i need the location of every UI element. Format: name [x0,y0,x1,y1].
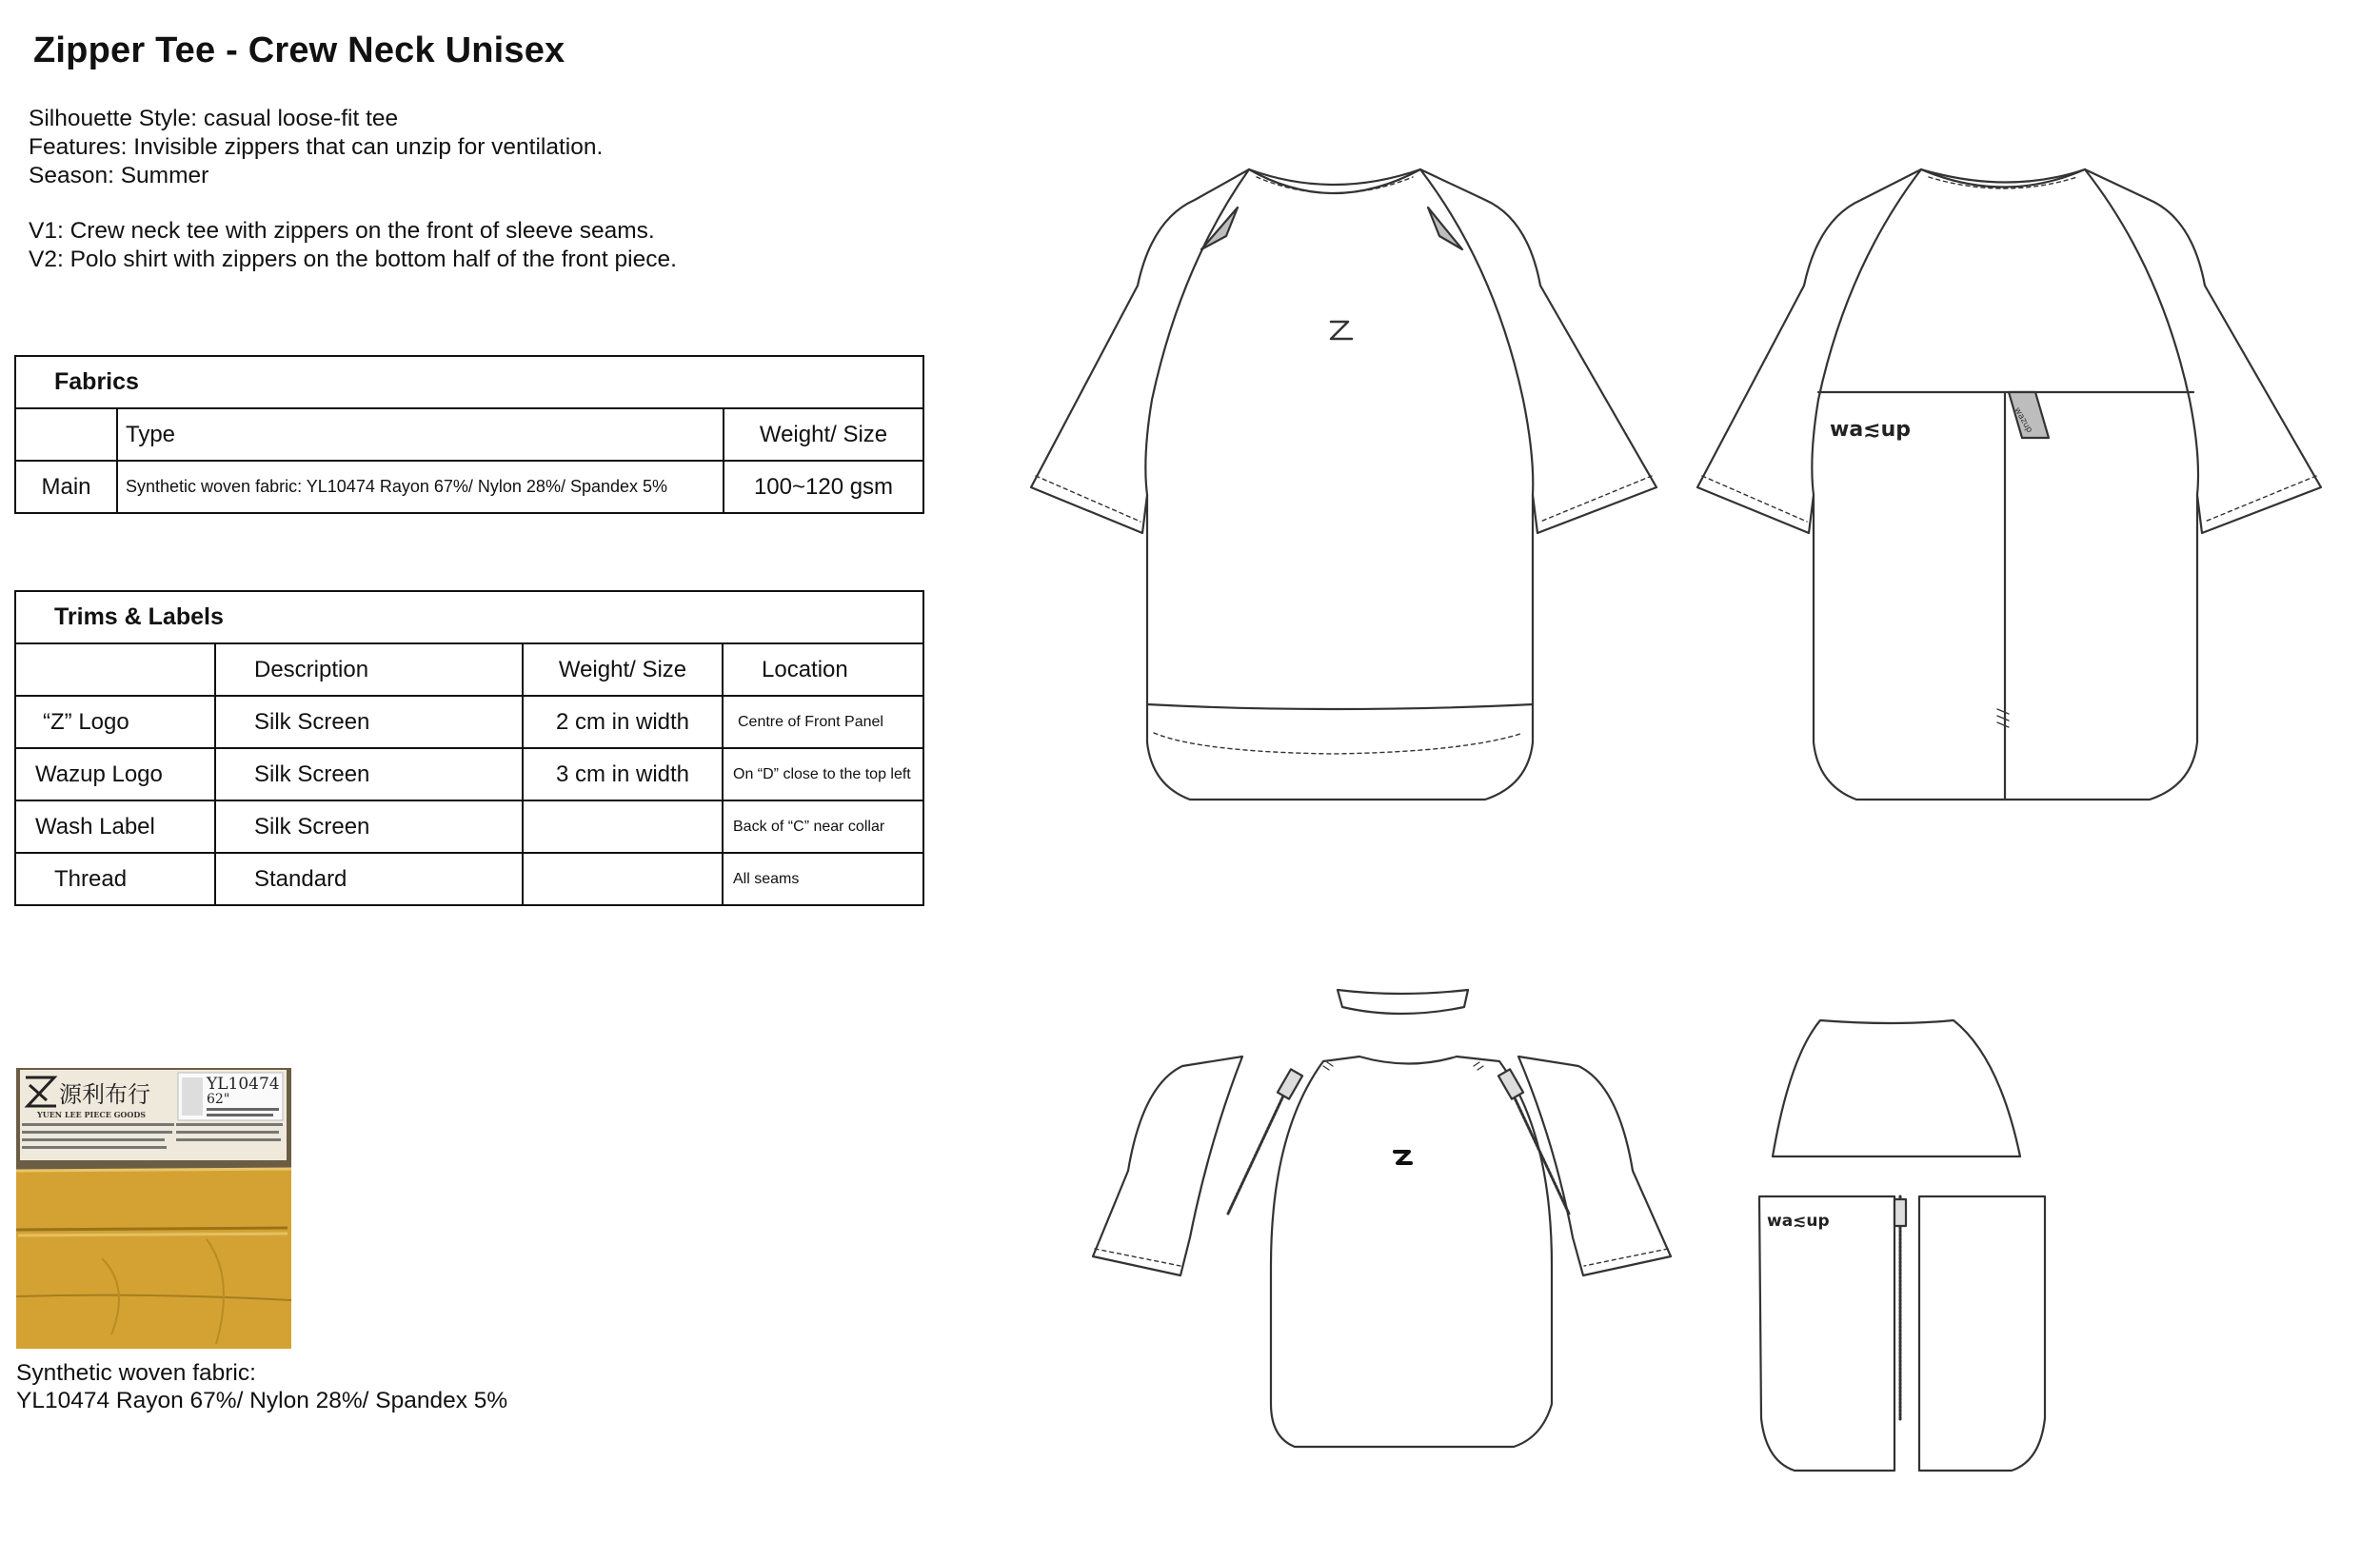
trim-weight: 2 cm in width [523,696,723,748]
fabric-type: Synthetic woven fabric: YL10474 Rayon 67%/ Nylon 28%/ Spandex 5% [117,461,724,513]
trims-col-weight: Weight/ Size [523,643,723,696]
trim-item: Thread [15,853,215,905]
trim-item: Wash Label [15,800,215,853]
swatch-caption-line2: YL10474 Rayon 67%/ Nylon 28%/ Spandex 5% [16,1388,508,1413]
fabrics-heading: Fabrics [15,356,923,408]
fabrics-col-weight: Weight/ Size [724,408,923,461]
silhouette-text: Silhouette Style: casual loose-fit tee [29,106,399,131]
v2-exploded-sketch [1759,1020,2045,1471]
back-view-sketch [1697,169,2321,800]
trim-description: Standard [215,853,523,905]
trims-col-description: Description [215,643,523,696]
trim-location: All seams [723,853,923,905]
trim-location: Centre of Front Panel [723,696,923,748]
swatch-caption-line1: Synthetic woven fabric: [16,1360,256,1386]
swatch-width: 62" [207,1092,230,1107]
trim-description: Silk Screen [215,800,523,853]
features-text: Features: Invisible zippers that can unzip for ventilation. [29,134,604,160]
trim-location: On “D” close to the top left [723,748,923,800]
trim-description: Silk Screen [215,748,523,800]
fabric-weight: 100~120 gsm [724,461,923,513]
swatch-brand-cn: 源利布行 [59,1081,150,1108]
wazup-piece-logo: wa≲up [1767,1212,1830,1231]
swatch-code: YL10474 [207,1075,280,1094]
trims-heading: Trims & Labels [15,591,923,643]
v1-exploded-sketch [1093,990,1671,1447]
trim-item: Wazup Logo [15,748,215,800]
zipper-tag-text: wazup [2012,405,2034,435]
wazup-back-logo: wa≲up [1830,418,1912,442]
trim-location: Back of “C” near collar [723,800,923,853]
trim-description: Silk Screen [215,696,523,748]
trims-col-location: Location [723,643,923,696]
fabrics-col-type: Type [117,408,724,461]
swatch-brand-en: YUEN LEE PIECE GOODS [37,1110,147,1119]
v2-text: V2: Polo shirt with zippers on the bottom half of the front piece. [29,247,677,272]
trim-weight: 3 cm in width [523,748,723,800]
front-view-sketch [1031,169,1656,800]
fabric-name: Main [15,461,117,513]
v1-text: V1: Crew neck tee with zippers on the front of sleeve seams. [29,218,655,244]
season-text: Season: Summer [29,163,209,188]
page-title: Zipper Tee - Crew Neck Unisex [33,30,565,70]
trim-item: “Z” Logo [15,696,215,748]
